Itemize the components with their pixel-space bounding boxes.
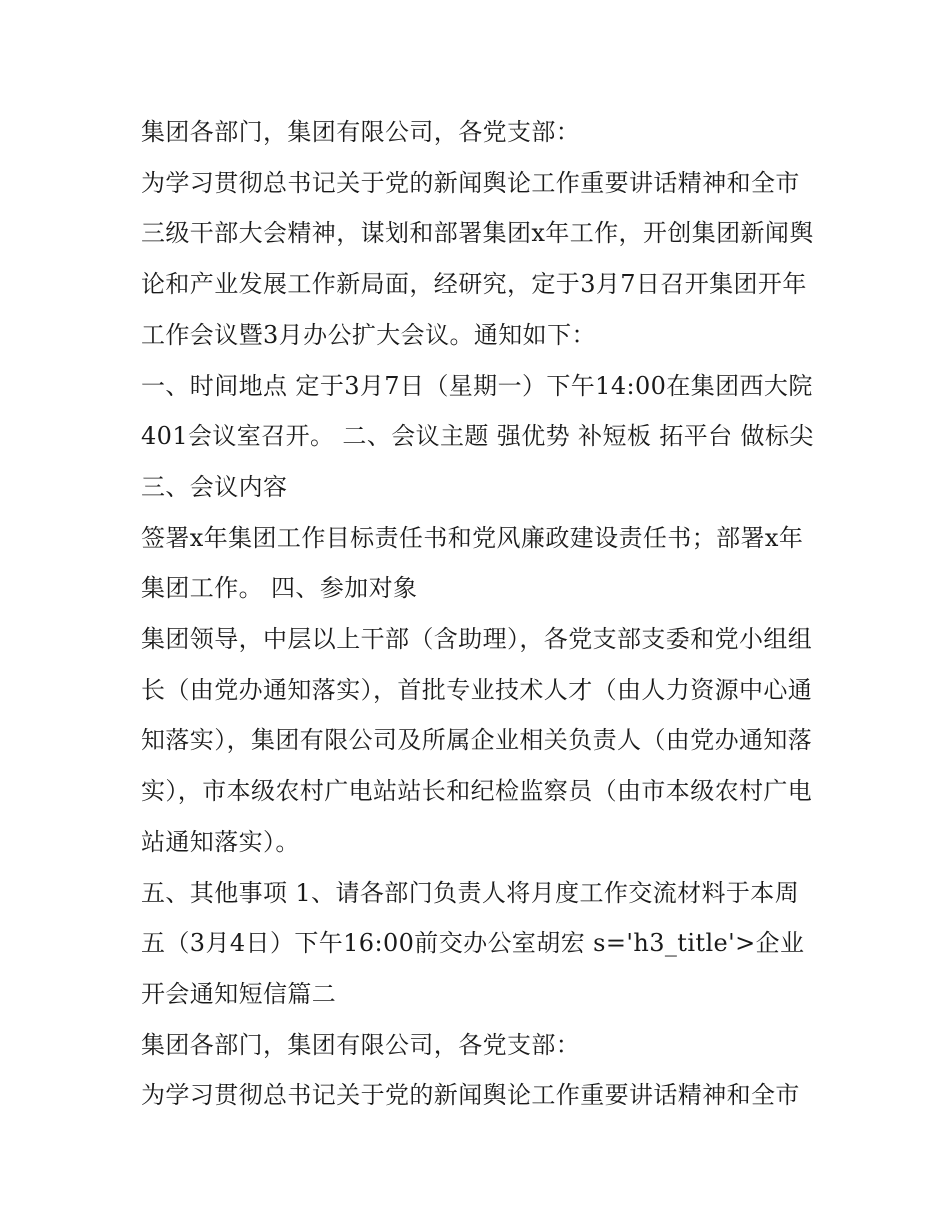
- intro-paragraph-2: 为学习贯彻总书记关于党的新闻舆论工作重要讲话精神和全市: [141, 1081, 800, 1110]
- participants-paragraph: 集团领导，中层以上干部（含助理），各党支部支委和党小组组长（由党办通知落实），首批专业技术人才（由人力资源中心通知落实），集团有限公司及所属企业相关负责人（由党办通知落实），市本级农村广电站站长和纪检监察员（由市本级农村广电站通知落实）。: [141, 625, 813, 856]
- time-location-paragraph: 一、时间地点 定于3月7日（星期一）下午14:00在集团西大院401会议室召开。 二、会议主题 强优势 补短板 拓平台 做标尖 三、会议内容: [141, 371, 814, 501]
- salutation-paragraph-2: 集团各部门，集团有限公司，各党支部：: [141, 1030, 581, 1059]
- document-body: [141, 107, 816, 1121]
- salutation-paragraph: 集团各部门，集团有限公司，各党支部：: [141, 118, 581, 146]
- intro-paragraph: 为学习贯彻总书记关于党的新闻舆论工作重要讲话精神和全市三级干部大会精神，谋划和部署集团x年工作，开创集团新闻舆论和产业发展工作新局面，经研究，定于3月7日召开集团开年工作会议暨3月办公扩大会议。通知如下：: [141, 168, 814, 349]
- meeting-content-paragraph: 签署x年集团工作目标责任书和党风廉政建设责任书；部署x年集团工作。 四、参加对象: [141, 523, 804, 603]
- other-matters-paragraph: 五、其他事项 1、请各部门负责人将月度工作交流材料于本周五（3月4日）下午16:00前交办公室胡宏 s='h3_title'>企业开会通知短信篇二: [141, 878, 805, 1008]
